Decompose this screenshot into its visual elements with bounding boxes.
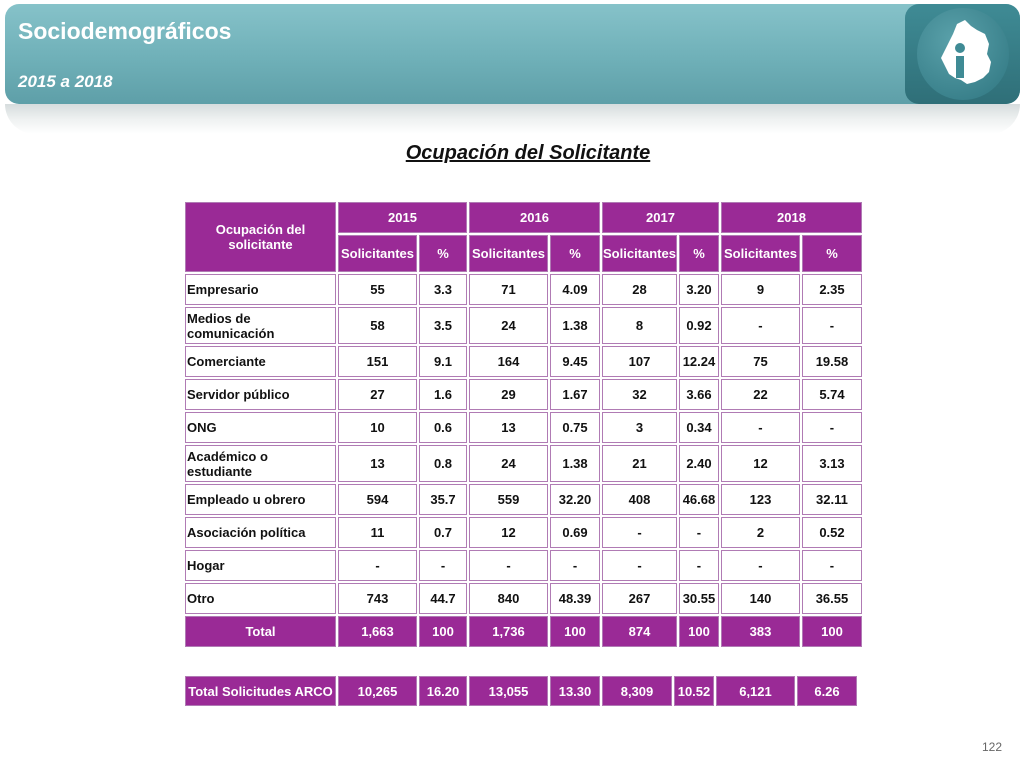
table-cell: 55: [338, 274, 417, 305]
table-cell: -: [802, 550, 862, 581]
table-cell: 0.6: [419, 412, 467, 443]
table-cell: 9.45: [550, 346, 600, 377]
table-cell: 9.1: [419, 346, 467, 377]
table-cell: -: [419, 550, 467, 581]
table-cell: -: [802, 307, 862, 344]
arco-cell: 6,121: [716, 676, 795, 706]
total-cell: 383: [721, 616, 800, 647]
table-cell: 743: [338, 583, 417, 614]
total-cell: 100: [679, 616, 719, 647]
table-cell: 71: [469, 274, 548, 305]
table-cell: 107: [602, 346, 677, 377]
table-cell: 559: [469, 484, 548, 515]
table-row: [185, 550, 862, 581]
arco-cell: 10,265: [338, 676, 417, 706]
row-label: Empresario: [185, 274, 336, 305]
table-cell: 8: [602, 307, 677, 344]
table-cell: 13: [338, 445, 417, 482]
row-label: Empleado u obrero: [185, 484, 336, 515]
table-cell: -: [602, 517, 677, 548]
arco-label: Total Solicitudes ARCO: [185, 676, 336, 706]
row-label: Medios de comunicación: [185, 307, 336, 344]
row-label: Otro: [185, 583, 336, 614]
table-cell: 32: [602, 379, 677, 410]
table-cell: 1.67: [550, 379, 600, 410]
table-cell: -: [602, 550, 677, 581]
table-cell: -: [721, 412, 800, 443]
table-cell: 36.55: [802, 583, 862, 614]
cdmx-map-icon: [905, 4, 1020, 104]
table-cell: 3: [602, 412, 677, 443]
table-cell: 29: [469, 379, 548, 410]
table-cell: 4.09: [550, 274, 600, 305]
table-cell: 32.11: [802, 484, 862, 515]
table-cell: -: [721, 550, 800, 581]
arco-cell: 8,309: [602, 676, 672, 706]
row-label: Académico o estudiante: [185, 445, 336, 482]
table-cell: 3.20: [679, 274, 719, 305]
table-cell: 35.7: [419, 484, 467, 515]
table-cell: 46.68: [679, 484, 719, 515]
row-label: ONG: [185, 412, 336, 443]
row-label: Servidor público: [185, 379, 336, 410]
table-cell: 19.58: [802, 346, 862, 377]
row-label: Hogar: [185, 550, 336, 581]
table-cell: 3.3: [419, 274, 467, 305]
table-row: [185, 445, 862, 482]
table-cell: 24: [469, 307, 548, 344]
table-cell: 75: [721, 346, 800, 377]
total-label: Total: [185, 616, 336, 647]
sub-header: Solicitantes: [338, 235, 417, 272]
table-row: [185, 583, 862, 614]
table-cell: 840: [469, 583, 548, 614]
arco-table: [183, 674, 859, 708]
table-cell: 5.74: [802, 379, 862, 410]
year-header: 2015: [338, 202, 467, 233]
table-cell: 2.40: [679, 445, 719, 482]
total-cell: 100: [802, 616, 862, 647]
arco-cell: 13.30: [550, 676, 600, 706]
header-shadow: [5, 104, 1020, 134]
arco-cell: 16.20: [419, 676, 467, 706]
table-cell: 24: [469, 445, 548, 482]
total-cell: 100: [550, 616, 600, 647]
sub-header: Solicitantes: [602, 235, 677, 272]
table-cell: 13: [469, 412, 548, 443]
table-cell: -: [679, 517, 719, 548]
table-cell: -: [802, 412, 862, 443]
table-cell: 267: [602, 583, 677, 614]
row-label: Comerciante: [185, 346, 336, 377]
logo: [905, 4, 1020, 104]
section-title: Ocupación del Solicitante: [405, 142, 651, 164]
table-cell: 3.5: [419, 307, 467, 344]
year-header: 2016: [469, 202, 600, 233]
table-cell: 12: [469, 517, 548, 548]
table-cell: 0.69: [550, 517, 600, 548]
table-cell: 1.38: [550, 307, 600, 344]
table-row: [185, 412, 862, 443]
table-cell: -: [721, 307, 800, 344]
table-cell: 594: [338, 484, 417, 515]
table-row: [185, 274, 862, 305]
table-cell: 1.6: [419, 379, 467, 410]
table-cell: -: [679, 550, 719, 581]
occupation-table: [183, 200, 864, 649]
table-cell: 151: [338, 346, 417, 377]
table-cell: 2: [721, 517, 800, 548]
table-cell: 12.24: [679, 346, 719, 377]
page-number: 122: [982, 740, 1003, 754]
table-cell: 140: [721, 583, 800, 614]
table-cell: 0.7: [419, 517, 467, 548]
table-cell: 22: [721, 379, 800, 410]
table-cell: 58: [338, 307, 417, 344]
table-cell: 48.39: [550, 583, 600, 614]
total-cell: 100: [419, 616, 467, 647]
sub-header: %: [802, 235, 862, 272]
sub-header: Solicitantes: [721, 235, 800, 272]
arco-cell: 10.52: [674, 676, 714, 706]
year-header: 2017: [602, 202, 719, 233]
table-cell: 408: [602, 484, 677, 515]
page-subtitle: 2015 a 2018: [18, 72, 113, 91]
table-cell: 2.35: [802, 274, 862, 305]
table-row: [185, 346, 862, 377]
table-cell: -: [550, 550, 600, 581]
table-row: [185, 484, 862, 515]
table-cell: 10: [338, 412, 417, 443]
arco-cell: 6.26: [797, 676, 857, 706]
total-cell: 1,663: [338, 616, 417, 647]
sub-header: %: [419, 235, 467, 272]
table-cell: 0.52: [802, 517, 862, 548]
table-cell: 12: [721, 445, 800, 482]
table-cell: 11: [338, 517, 417, 548]
table-cell: 21: [602, 445, 677, 482]
table-cell: 0.34: [679, 412, 719, 443]
sub-header: %: [679, 235, 719, 272]
table-cell: 44.7: [419, 583, 467, 614]
table-cell: -: [469, 550, 548, 581]
table-cell: 28: [602, 274, 677, 305]
table-cell: 0.92: [679, 307, 719, 344]
table-row: [185, 379, 862, 410]
corner-header: Ocupación del solicitante: [185, 202, 336, 272]
table-cell: 9: [721, 274, 800, 305]
sub-header: %: [550, 235, 600, 272]
table-cell: 3.66: [679, 379, 719, 410]
arco-cell: 13,055: [469, 676, 548, 706]
table-cell: 3.13: [802, 445, 862, 482]
row-label: Asociación política: [185, 517, 336, 548]
total-cell: 874: [602, 616, 677, 647]
total-cell: 1,736: [469, 616, 548, 647]
table-cell: 27: [338, 379, 417, 410]
table-cell: 0.75: [550, 412, 600, 443]
sub-header: Solicitantes: [469, 235, 548, 272]
table-cell: 32.20: [550, 484, 600, 515]
table-cell: 30.55: [679, 583, 719, 614]
table-row: [185, 307, 862, 344]
table-row: [185, 517, 862, 548]
table-cell: 164: [469, 346, 548, 377]
table-cell: 123: [721, 484, 800, 515]
year-header: 2018: [721, 202, 862, 233]
page-title: Sociodemográficos: [18, 18, 232, 44]
table-cell: 1.38: [550, 445, 600, 482]
table-cell: 0.8: [419, 445, 467, 482]
table-cell: -: [338, 550, 417, 581]
